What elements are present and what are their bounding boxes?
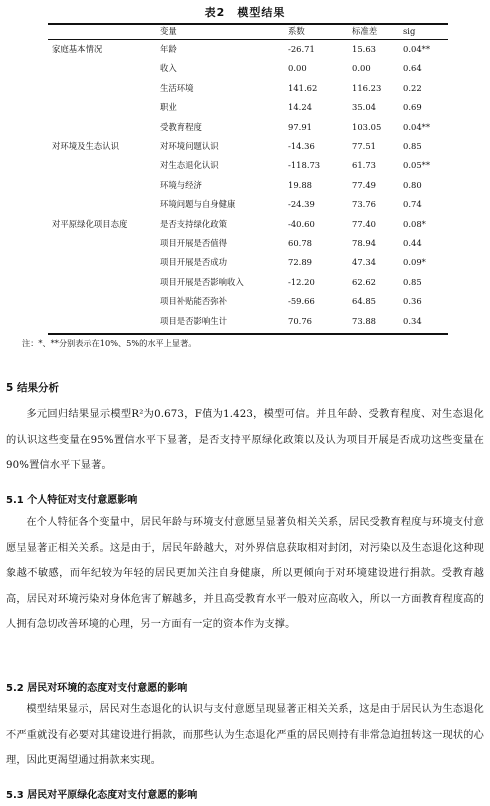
row-se: 77.51 (352, 141, 376, 151)
row-coef: 70.76 (288, 315, 312, 326)
row-coef: 0.00 (288, 63, 307, 74)
row-sig: 0.22 (403, 82, 422, 93)
row-coef: -24.39 (288, 199, 315, 210)
row-category: 对平原绿化项目态度 (52, 218, 128, 229)
row-se: 103.05 (352, 121, 382, 132)
row-coef: -59.66 (288, 296, 315, 307)
row-coef: -40.60 (288, 218, 315, 229)
row-sig: 0.04** (403, 121, 431, 132)
row-category: 对环境及生态认识 (52, 141, 119, 151)
row-se: 73.76 (352, 199, 376, 210)
section-5-2-paragraph: 模型结果显示，居民对生态退化的认识与支付意愿呈现显著正相关关系，这是由于居民认为生态退化不严重就没有必要对其建设进行捐款，而那些认为生态退化严重的居民则持有非常急迫扭转这一现状的心理，因此更渴望通过捐款来实现。 (6, 704, 484, 766)
row-sig: 0.34 (403, 315, 422, 326)
row-se: 47.34 (352, 257, 376, 268)
row-se: 15.63 (352, 44, 376, 54)
row-se: 35.04 (352, 102, 376, 113)
row-coef: 72.89 (288, 257, 312, 268)
header-sig: sig (403, 26, 416, 36)
row-sig: 0.09* (403, 257, 426, 268)
row-variable: 环境问题与自身健康 (160, 199, 236, 210)
row-coef: 60.78 (288, 238, 312, 248)
row-variable: 项目开展是否值得 (160, 238, 227, 248)
header-coef: 系数 (288, 26, 305, 36)
section-5-3-heading: 5.3 居民对平原绿化态度对支付意愿的影响 (6, 790, 198, 801)
row-sig: 0.85 (403, 276, 422, 287)
row-sig: 0.69 (403, 102, 422, 113)
header-se: 标准差 (352, 26, 378, 36)
row-se: 78.94 (352, 238, 376, 248)
row-se: 116.23 (352, 82, 382, 93)
table-header-rule (48, 39, 448, 40)
table-title: 表2 模型结果 (204, 6, 286, 19)
row-sig: 0.44 (403, 238, 422, 248)
section-5-paragraph: 多元回归结果显示模型R²为0.673，F值为1.423，模型可信。并且年龄、受教育程度、对生态退化的认识这些变量在95%置信水平下显著，是否支持平原绿化政策以及认为项目开展是否成功这些变量在90%置信水平下显著。 (6, 409, 484, 471)
row-variable: 收入 (160, 63, 177, 74)
table-top-rule (48, 23, 448, 25)
row-coef: 19.88 (288, 179, 312, 190)
row-variable: 项目补贴能否弥补 (160, 296, 227, 307)
row-se: 62.62 (352, 276, 376, 287)
row-coef: -14.36 (288, 141, 315, 151)
row-variable: 环境与经济 (160, 179, 202, 190)
row-variable: 受教育程度 (160, 121, 202, 132)
row-variable: 年龄 (160, 44, 177, 54)
row-coef: 141.62 (288, 82, 318, 93)
section-5-heading: 5 结果分析 (6, 382, 59, 394)
section-5-2-heading: 5.2 居民对环境的态度对支付意愿的影响 (6, 683, 188, 694)
row-variable: 项目开展是否成功 (160, 257, 227, 268)
row-sig: 0.85 (403, 141, 422, 151)
header-variable: 变量 (160, 26, 177, 36)
row-se: 77.40 (352, 218, 376, 229)
row-sig: 0.80 (403, 179, 422, 190)
row-variable: 对环境问题认识 (160, 141, 219, 151)
row-variable: 项目开展是否影响收入 (160, 276, 244, 287)
row-coef: -12.20 (288, 276, 315, 287)
table-note: 注：*、**分别表示在10%、5%的水平上显著。 (22, 338, 197, 348)
row-sig: 0.05** (403, 160, 431, 171)
row-category: 家庭基本情况 (52, 44, 103, 54)
section-5-1-heading: 5.1 个人特征对支付意愿影响 (6, 495, 138, 506)
row-sig: 0.74 (403, 199, 422, 210)
row-sig: 0.64 (403, 63, 422, 74)
row-sig: 0.04** (403, 44, 431, 54)
row-se: 77.49 (352, 179, 376, 190)
row-variable: 是否支持绿化政策 (160, 218, 227, 229)
row-variable: 项目是否影响生计 (160, 315, 227, 326)
table-bottom-rule (48, 333, 448, 335)
row-variable: 生活环境 (160, 82, 194, 93)
row-se: 61.73 (352, 160, 376, 171)
row-variable: 职业 (160, 102, 177, 113)
row-se: 64.85 (352, 296, 376, 307)
row-coef: 14.24 (288, 102, 312, 113)
row-sig: 0.36 (403, 296, 422, 307)
row-coef: -118.73 (288, 160, 321, 171)
row-se: 0.00 (352, 63, 371, 74)
section-5-1-paragraph: 在个人特征各个变量中，居民年龄与环境支付意愿呈显著负相关关系，居民受教育程度与环境支付意愿呈显著正相关关系。这是由于，居民年龄越大，对外界信息获取相对封闭，对污染以及生态退化这种现象越不敏感，而年纪较为年轻的居民更加关注自身健康，所以更倾向于对环境建设进行捐款。受教育越高，居民对环境污染对身体危害了解越多，并且高受教育水平一般对应高收入，所以一方面教育程度高的人拥有急切改善环境的心理，另一方面有一定的资本作为支撑。 (6, 517, 484, 630)
row-coef: -26.71 (288, 44, 315, 54)
row-sig: 0.08* (403, 218, 426, 229)
row-coef: 97.91 (288, 121, 312, 132)
row-variable: 对生态退化认识 (160, 160, 219, 171)
row-se: 73.88 (352, 315, 376, 326)
